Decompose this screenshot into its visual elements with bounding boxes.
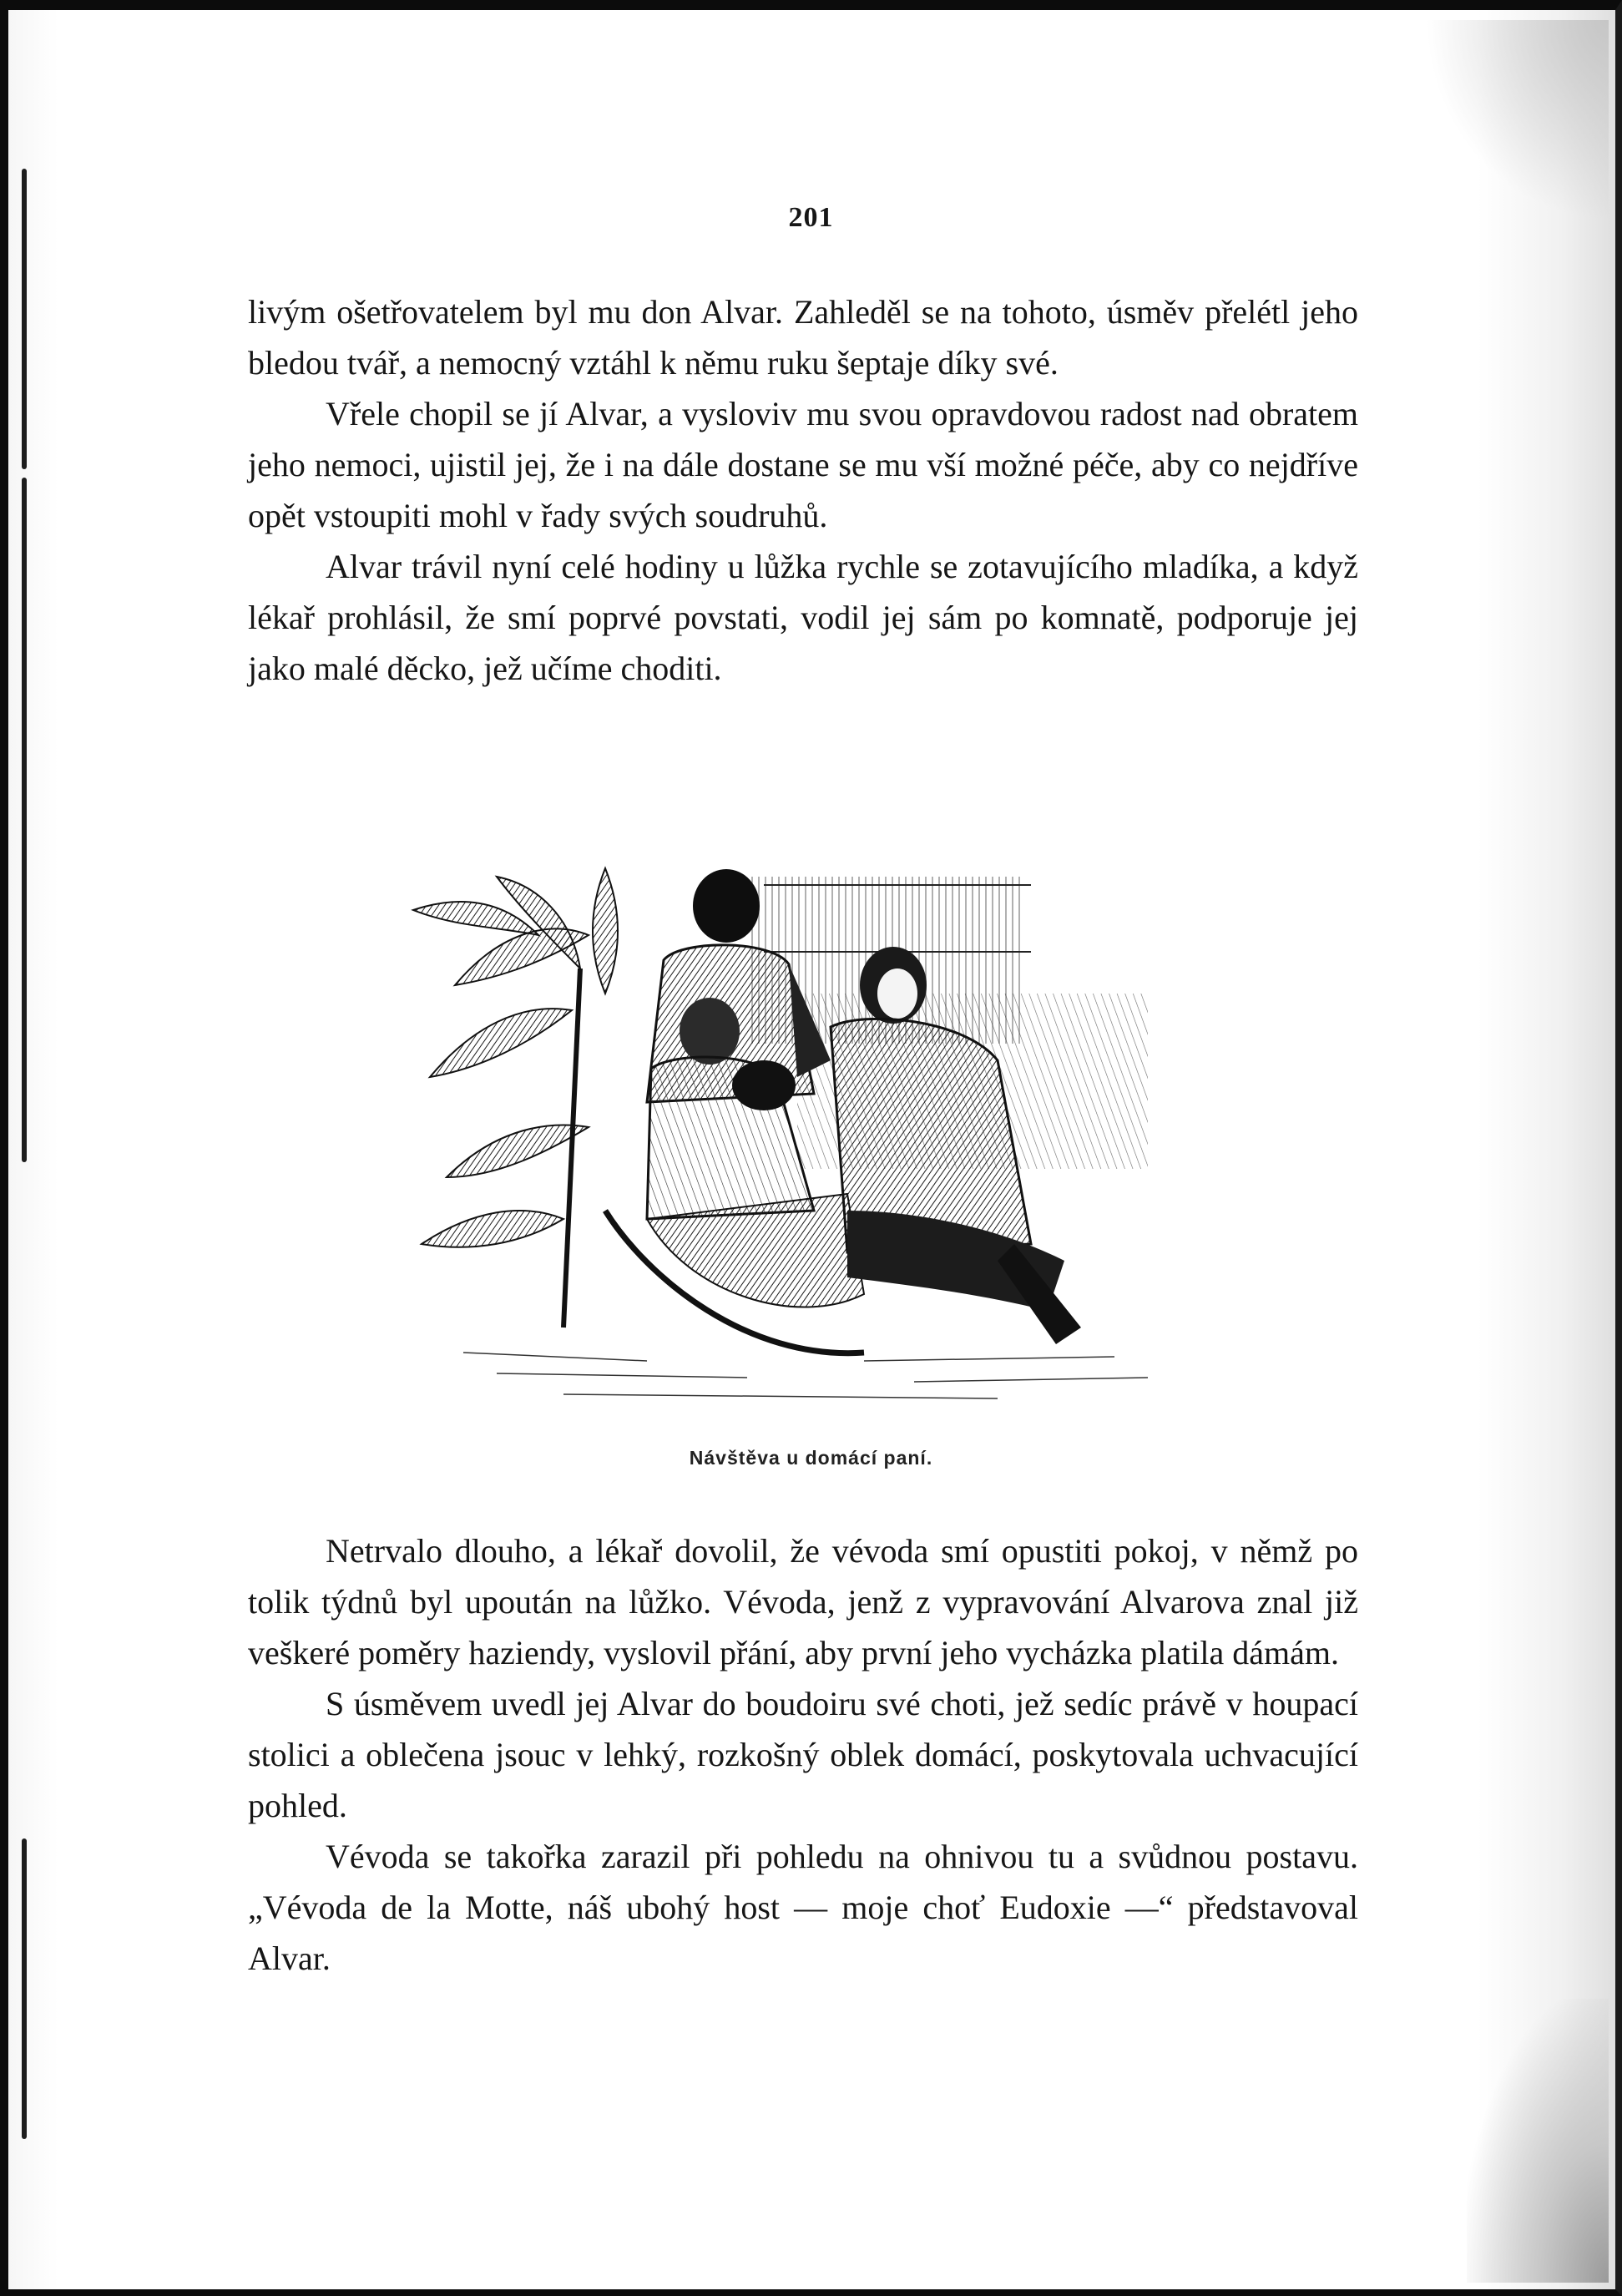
- binding-edge-mark: [22, 1838, 27, 2139]
- page-shadow-corner: [1467, 1999, 1609, 2283]
- palm-plant: [413, 868, 618, 1328]
- binding-edge-mark: [22, 478, 27, 1162]
- page-number: 201: [788, 202, 834, 233]
- paragraph: Netrvalo dlouho, a lékař dovolil, že vévoda smí opustiti pokoj, v němž po tolik týdnů byl upoután na lůžko. Vévoda, jenž z vypravování Alvarova znal již veškeré poměry haziendy, vyslovil přání, aby první jeho vycházka platila dámám.: [248, 1532, 1358, 1671]
- text-block-bottom: [248, 1525, 1358, 1984]
- paragraph: Vévoda se takořka zarazil při pohledu na ohnivou tu a svůdnou postavu. „Vévoda de la Motte, náš ubohý host — moje choť Eudoxie —“ představoval Alvar.: [248, 1838, 1358, 1977]
- paragraph: Alvar trávil nyní celé hodiny u lůžka rychle se zotavujícího mladíka, a když lékař prohlásil, že smí poprvé povstati, vodil jej sám po komnatě, podporuje jej jako malé děcko, jež učíme choditi.: [248, 548, 1358, 687]
- paragraph: Vřele chopil se jí Alvar, a vysloviv mu svou opravdovou radost nad obratem jeho nemoci, ujistil jej, že i na dále dostane se mu vší možné péče, aby co nejdříve opět vstoupiti mohl v řady svých soudruhů.: [248, 395, 1358, 534]
- paragraph: livým ošetřovatelem byl mu don Alvar. Zahleděl se na tohoto, úsměv přelétl jeho bledou tvář, a nemocný vztáhl k němu ruku šeptaje díky své.: [248, 293, 1358, 382]
- page-shadow-top: [1425, 20, 1609, 220]
- engraving-illustration: [397, 860, 1181, 1411]
- floor: [463, 1353, 1148, 1398]
- illustration-caption: Návštěva u domácí paní.: [689, 1447, 933, 1469]
- text-block-top: [248, 286, 1358, 694]
- paragraph: S úsměvem uvedl jej Alvar do boudoiru své choti, jež sedíc právě v houpací stolici a oblečena jsouc v lehký, rozkošný oblek domácí, poskytovala uchvacující pohled.: [248, 1685, 1358, 1824]
